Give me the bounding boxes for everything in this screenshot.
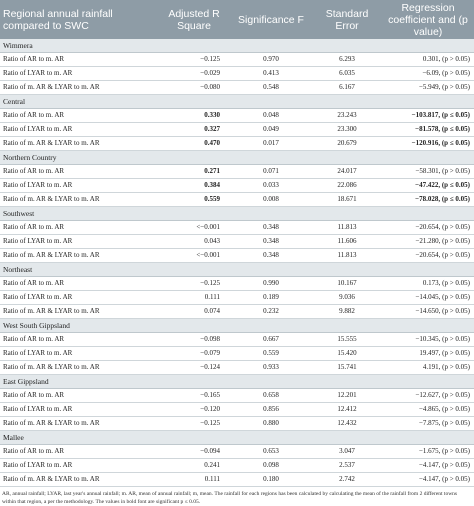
standard-error-cell: 10.167: [312, 277, 382, 291]
standard-error-cell: 6.035: [312, 67, 382, 81]
significance-f-cell: 0.348: [230, 249, 312, 263]
region-name: Central: [0, 95, 474, 109]
table-row: [0, 277, 474, 291]
header-row: [0, 0, 474, 39]
standard-error-cell: 23.300: [312, 123, 382, 137]
standard-error-cell: 15.555: [312, 333, 382, 347]
region-name: Wimmera: [0, 39, 474, 53]
adjusted-r-square-cell: −0.125: [158, 53, 230, 67]
table-row: [0, 361, 474, 375]
region-name: Southwest: [0, 207, 474, 221]
row-label: Ratio of m. AR & LYAR to m. AR: [0, 305, 158, 319]
adjusted-r-square-cell: <−0.001: [158, 249, 230, 263]
adjusted-r-square-cell: 0.327: [158, 123, 230, 137]
header-standard-error: Standard Error: [312, 0, 382, 39]
regression-coefficient-cell: −7.875, (p > 0.05): [382, 417, 474, 431]
regression-coefficient-cell: −103.817, (p ≤ 0.05): [382, 109, 474, 123]
table-row: [0, 53, 474, 67]
significance-f-cell: 0.348: [230, 235, 312, 249]
regression-coefficient-cell: −20.654, (p > 0.05): [382, 249, 474, 263]
standard-error-cell: 11.813: [312, 221, 382, 235]
table-row: [0, 445, 474, 459]
standard-error-cell: 3.047: [312, 445, 382, 459]
row-label: Ratio of m. AR & LYAR to m. AR: [0, 137, 158, 151]
header-rainfall: Regional annual rainfall compared to SWC: [0, 0, 158, 39]
regression-coefficient-cell: 4.191, (p > 0.05): [382, 361, 474, 375]
region-name: East Gippsland: [0, 375, 474, 389]
regression-coefficient-cell: −12.627, (p > 0.05): [382, 389, 474, 403]
significance-f-cell: 0.017: [230, 137, 312, 151]
regression-coefficient-cell: −4.865, (p > 0.05): [382, 403, 474, 417]
table-row: [0, 417, 474, 431]
significance-f-cell: 0.098: [230, 459, 312, 473]
table-row: [0, 473, 474, 487]
regression-coefficient-cell: −14.650, (p > 0.05): [382, 305, 474, 319]
table-header: [0, 0, 474, 39]
region-name: West South Gippsland: [0, 319, 474, 333]
region-row: [0, 39, 474, 53]
row-label: Ratio of LYAR to m. AR: [0, 179, 158, 193]
table-row: [0, 67, 474, 81]
row-label: Ratio of LYAR to m. AR: [0, 67, 158, 81]
adjusted-r-square-cell: 0.074: [158, 305, 230, 319]
table-footnote: AR, annual rainfall; LYAR, last year's annual rainfall; m. AR, mean of annual rainfall; m, mean. The rainfall for each regions has been calculated by calculating the mean of the rainfall from 2 different towns within that region, a per the methodology. The values in bold font are significant p ≤ 0.05.: [2, 491, 458, 505]
significance-f-cell: 0.348: [230, 221, 312, 235]
adjusted-r-square-cell: 0.384: [158, 179, 230, 193]
region-name: Northeast: [0, 263, 474, 277]
regression-coefficient-cell: −4.147, (p > 0.05): [382, 459, 474, 473]
significance-f-cell: 0.559: [230, 347, 312, 361]
adjusted-r-square-cell: −0.165: [158, 389, 230, 403]
significance-f-cell: 0.033: [230, 179, 312, 193]
row-label: Ratio of AR to m. AR: [0, 445, 158, 459]
regression-coefficient-cell: −47.422, (p ≤ 0.05): [382, 179, 474, 193]
adjusted-r-square-cell: 0.271: [158, 165, 230, 179]
row-label: Ratio of m. AR & LYAR to m. AR: [0, 81, 158, 95]
row-label: Ratio of AR to m. AR: [0, 333, 158, 347]
region-row: [0, 375, 474, 389]
table-row: [0, 305, 474, 319]
adjusted-r-square-cell: −0.125: [158, 277, 230, 291]
table-row: [0, 123, 474, 137]
adjusted-r-square-cell: −0.125: [158, 417, 230, 431]
adjusted-r-square-cell: 0.330: [158, 109, 230, 123]
significance-f-cell: 0.548: [230, 81, 312, 95]
regression-coefficient-cell: −4.147, (p > 0.05): [382, 473, 474, 487]
standard-error-cell: 22.086: [312, 179, 382, 193]
significance-f-cell: 0.933: [230, 361, 312, 375]
row-label: Ratio of LYAR to m. AR: [0, 403, 158, 417]
significance-f-cell: 0.990: [230, 277, 312, 291]
regression-coefficient-cell: −10.345, (p > 0.05): [382, 333, 474, 347]
standard-error-cell: 11.813: [312, 249, 382, 263]
row-label: Ratio of LYAR to m. AR: [0, 123, 158, 137]
regression-coefficient-cell: −21.280, (p > 0.05): [382, 235, 474, 249]
standard-error-cell: 9.036: [312, 291, 382, 305]
row-label: Ratio of AR to m. AR: [0, 389, 158, 403]
significance-f-cell: 0.413: [230, 67, 312, 81]
table-row: [0, 389, 474, 403]
regression-coefficient-cell: −14.045, (p > 0.05): [382, 291, 474, 305]
standard-error-cell: 12.432: [312, 417, 382, 431]
adjusted-r-square-cell: 0.043: [158, 235, 230, 249]
significance-f-cell: 0.653: [230, 445, 312, 459]
row-label: Ratio of LYAR to m. AR: [0, 347, 158, 361]
adjusted-r-square-cell: 0.470: [158, 137, 230, 151]
table-row: [0, 249, 474, 263]
row-label: Ratio of LYAR to m. AR: [0, 235, 158, 249]
header-adjusted-r-square: Adjusted R Square: [158, 0, 230, 39]
row-label: Ratio of AR to m. AR: [0, 165, 158, 179]
standard-error-cell: 6.293: [312, 53, 382, 67]
standard-error-cell: 2.742: [312, 473, 382, 487]
table-row: [0, 291, 474, 305]
table-row: [0, 347, 474, 361]
adjusted-r-square-cell: −0.098: [158, 333, 230, 347]
adjusted-r-square-cell: −0.080: [158, 81, 230, 95]
region-row: [0, 319, 474, 333]
table-row: [0, 109, 474, 123]
row-label: Ratio of m. AR & LYAR to m. AR: [0, 417, 158, 431]
adjusted-r-square-cell: −0.079: [158, 347, 230, 361]
region-row: [0, 151, 474, 165]
regression-coefficient-cell: −6.09, (p > 0.05): [382, 67, 474, 81]
table-row: [0, 333, 474, 347]
adjusted-r-square-cell: −0.120: [158, 403, 230, 417]
standard-error-cell: 6.167: [312, 81, 382, 95]
regression-coefficient-cell: −58.301, (p > 0.05): [382, 165, 474, 179]
regression-coefficient-cell: −81.578, (p ≤ 0.05): [382, 123, 474, 137]
standard-error-cell: 15.420: [312, 347, 382, 361]
regression-coefficient-cell: −20.654, (p > 0.05): [382, 221, 474, 235]
table-row: [0, 137, 474, 151]
significance-f-cell: 0.232: [230, 305, 312, 319]
regression-coefficient-cell: −5.949, (p > 0.05): [382, 81, 474, 95]
standard-error-cell: 24.017: [312, 165, 382, 179]
row-label: Ratio of m. AR & LYAR to m. AR: [0, 361, 158, 375]
standard-error-cell: 18.671: [312, 193, 382, 207]
table-body: [0, 39, 474, 487]
adjusted-r-square-cell: −0.029: [158, 67, 230, 81]
regression-coefficient-cell: 0.301, (p > 0.05): [382, 53, 474, 67]
table-row: [0, 179, 474, 193]
row-label: Ratio of m. AR & LYAR to m. AR: [0, 473, 158, 487]
region-row: [0, 95, 474, 109]
significance-f-cell: 0.049: [230, 123, 312, 137]
significance-f-cell: 0.189: [230, 291, 312, 305]
significance-f-cell: 0.180: [230, 473, 312, 487]
row-label: Ratio of m. AR & LYAR to m. AR: [0, 193, 158, 207]
regression-coefficient-cell: −78.028, (p ≤ 0.05): [382, 193, 474, 207]
adjusted-r-square-cell: 0.241: [158, 459, 230, 473]
row-label: Ratio of AR to m. AR: [0, 221, 158, 235]
header-regression-coefficient: Regression coefficient and (p value): [382, 0, 474, 39]
standard-error-cell: 9.882: [312, 305, 382, 319]
regression-coefficient-cell: −120.916, (p ≤ 0.05): [382, 137, 474, 151]
standard-error-cell: 20.679: [312, 137, 382, 151]
significance-f-cell: 0.071: [230, 165, 312, 179]
adjusted-r-square-cell: <−0.001: [158, 221, 230, 235]
table-row: [0, 221, 474, 235]
standard-error-cell: 11.606: [312, 235, 382, 249]
standard-error-cell: 12.412: [312, 403, 382, 417]
standard-error-cell: 12.201: [312, 389, 382, 403]
row-label: Ratio of AR to m. AR: [0, 277, 158, 291]
table-row: [0, 403, 474, 417]
regression-coefficient-cell: −1.675, (p > 0.05): [382, 445, 474, 459]
standard-error-cell: 15.741: [312, 361, 382, 375]
row-label: Ratio of m. AR & LYAR to m. AR: [0, 249, 158, 263]
table-row: [0, 193, 474, 207]
adjusted-r-square-cell: 0.559: [158, 193, 230, 207]
region-row: [0, 207, 474, 221]
adjusted-r-square-cell: 0.111: [158, 291, 230, 305]
row-label: Ratio of AR to m. AR: [0, 53, 158, 67]
significance-f-cell: 0.658: [230, 389, 312, 403]
row-label: Ratio of LYAR to m. AR: [0, 459, 158, 473]
significance-f-cell: 0.856: [230, 403, 312, 417]
region-name: Mallee: [0, 431, 474, 445]
standard-error-cell: 2.537: [312, 459, 382, 473]
table-row: [0, 459, 474, 473]
adjusted-r-square-cell: 0.111: [158, 473, 230, 487]
standard-error-cell: 23.243: [312, 109, 382, 123]
table-row: [0, 235, 474, 249]
adjusted-r-square-cell: −0.124: [158, 361, 230, 375]
table-row: [0, 165, 474, 179]
region-row: [0, 431, 474, 445]
row-label: Ratio of AR to m. AR: [0, 109, 158, 123]
regression-coefficient-cell: 0.173, (p > 0.05): [382, 277, 474, 291]
region-row: [0, 263, 474, 277]
adjusted-r-square-cell: −0.094: [158, 445, 230, 459]
significance-f-cell: 0.970: [230, 53, 312, 67]
significance-f-cell: 0.008: [230, 193, 312, 207]
significance-f-cell: 0.048: [230, 109, 312, 123]
significance-f-cell: 0.880: [230, 417, 312, 431]
row-label: Ratio of LYAR to m. AR: [0, 291, 158, 305]
significance-f-cell: 0.667: [230, 333, 312, 347]
table-row: [0, 81, 474, 95]
header-significance-f: Significance F: [230, 0, 312, 39]
region-name: Northern Country: [0, 151, 474, 165]
regression-coefficient-cell: 19.497, (p > 0.05): [382, 347, 474, 361]
